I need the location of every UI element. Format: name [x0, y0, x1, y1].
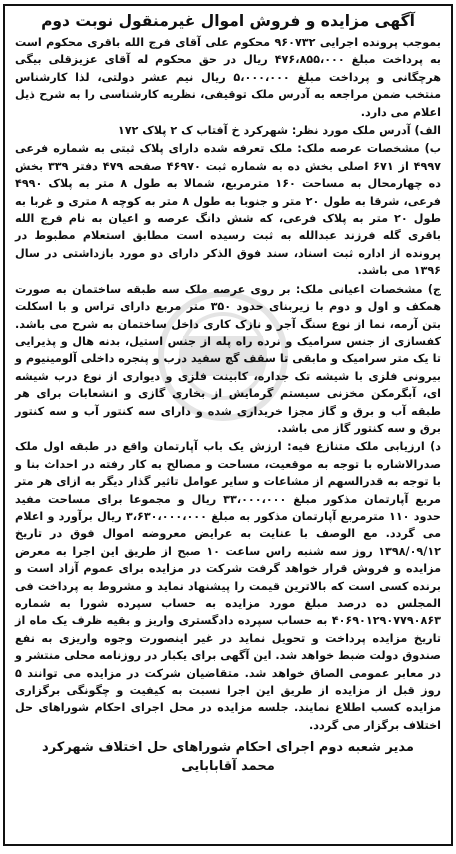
signature-name: محمد آقابابایی [181, 759, 275, 775]
building-specifications: ج) مشخصات اعیانی ملک: بر روی عرصه ملک سه طبقه ساختمان به صورت همکف و اول و دوم با زیربنای حدود ۳۵۰ متر مربع دارای تراس و با اسکلت بتن آرمه، نما از نوع سنگ آجر و نازک کاری داخل ساختمان به شرح می باشد. کفسازی از جنس سرامیک و نرده راه پله از جنس استیل، بدنه هال و پذیرایی تا یک متر سرامیک و مابقی تا سقف گچ سفید درب و پنجره داخلی آلومینیوم و بیرونی فلزی با شیشه تک جداره، کابینت فلزی و دیواری از نوع درب شیشه ای، آبگرمکن مخزنی سیستم گرمایش از بخاری گازی و انشعابات برای هر طبقه آب و برق و گاز مجزا خریداری شده و دارای سه کنتور آب و سه کنتور برق و سه کنتور گاز می باشد. [15, 282, 442, 435]
valuation-and-auction-terms: د) ارزیابی ملک متنازع فیه: ارزش یک باب آپارتمان واقع در طبقه اول ملک صدرالاشاره با توجه به موقعیت، مساحت و مصالح به کار رفته در احداث بنا و با توجه به قدرالسهم از مشاعات و سایر عوامل تاثیر گذار دیگر به ازای هر متر مربع آپارتمان مذکور مبلغ ۳۳،۰۰۰،۰۰۰ ریال و مجموعا برای مساحت مفید حدود ۱۱۰ مترمربع آپارتمان مذکور به مبلغ ۳،۶۳۰،۰۰۰،۰۰۰ ریال برآورد و اعلام می گردد. مع الوصف با عنایت به عرایض معروضه اموال فوق در تاریخ ۱۳۹۸/۰۹/۱۲ روز سه شنبه راس ساعت ۱۰ صبح از طریق این اجرا به معرض مزایده و فروش قرار خواهد گرفت شرکت در مزایده برای عموم آزاد است و برنده کسی است که بالاترین قیمت را پیشنهاد نماید و مشروط به پرداخت فی المجلس ده درصد مبلغ مورد مزایده به حساب سپرده شورا به شماره ۴۰۶۹۰۱۲۹۰۷۷۹۰۸۶۳ به حساب سپرده دادگستری واریز و بقیه ظرف یک ماه از تاریخ مزایده پرداخت و تحویل نماید در غیر اینصورت وجوه واریزی به نفع صندوق دولت ضبط خواهد شد. این آگهی برای یکبار در روزنامه محلی منتشر و در معابر عمومی الصاق خواهد شد. متقاضیان شرکت در مزایده می توانند ۵ روز قبل از مزایده از طریق این اجرا نسبت به کیفیت و چگونگی برگزاری مزایده کسب اطلاع نمایند. جلسه مزایده در محل اجرای احکام شوراهای حل اختلاف برگزار می گردد. [15, 440, 442, 732]
notice-title: آگهی مزایده و فروش اموال غیرمنقول نوبت دوم [41, 12, 415, 30]
signature-title: مدیر شعبه دوم اجرای احکام شوراهای حل اختلاف شهرکرد [42, 740, 414, 756]
land-specifications: ب) مشخصات عرصه ملک: ملک تعرفه شده دارای پلاک ثبتی به شماره فرعی ۴۹۹۷ از ۶۷۱ اصلی بخش ده به شماره ثبت ۴۶۹۷۰ صفحه ۴۷۹ دفتر ۳۳۹ بخش ده چهارمحال به مساحت ۱۶۰ مترمربع، شمالا به طول ۸ متر به پلاک ۴۹۹۰ فرعی، شرقا به طول ۲۰ متر و جنوبا به طول ۸ متر به کوچه ۸ متری و غربا به طول ۲۰ متر به پلاک فرعی، که شش دانگ عرصه و اعیان به نام فرج الله باقری گله فرزند عبدالله به ثبت رسیده است مطابق استعلام مطبوط در پرونده از اداره ثبت اسناد، سند فوق الذکر دارای دو مورد بازداشتی در سال ۱۳۹۶ می باشد. [15, 142, 442, 278]
property-address: الف) آدرس ملک مورد نظر: شهرکرد خ آفتاب ک ۲ پلاک ۱۷۲ [117, 124, 441, 138]
intro-paragraph: بموجب پرونده اجرایی ۹۶۰۷۳۲ محکوم علی آقای فرج الله باقری محکوم است به پرداخت مبلغ ۴۷۶،۸۵۵،۰۰۰ ریال در حق محکوم له آقای عزیزقلی بیگی هرچگانی و پرداخت مبلغ ۵،۰۰۰،۰۰۰ ریال نیم عشر دولتی، لذا کارشناس منتخب ضمن مراجعه به آدرس ملک توقیفی، نظریه کارشناسی را به شرح ذیل اعلام می دارد. [15, 36, 442, 119]
auction-notice [3, 4, 453, 846]
